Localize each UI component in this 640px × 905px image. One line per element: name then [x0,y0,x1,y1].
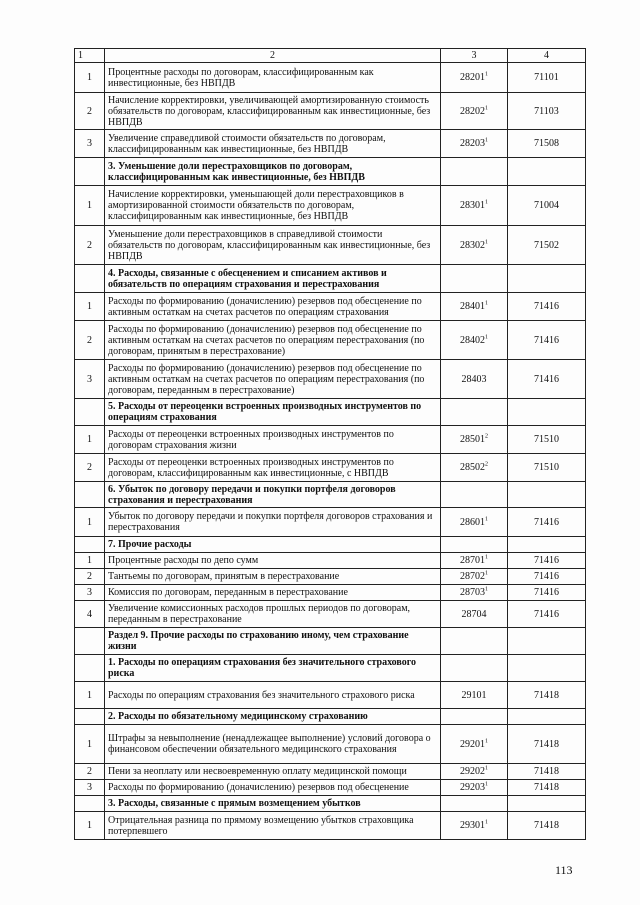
account-code [441,226,508,265]
row-number-text: 1 [87,72,92,83]
description-text: Расходы по операциям страхования без значительного страхового риска [108,689,415,701]
description-text: Тантьемы по договорам, принятым в перестрахование [108,571,340,582]
footnote-mark: 1 [485,239,488,246]
symbol-code-text: 71416 [534,373,559,385]
description-text: Увеличение комиссионных расходов прошлых периодов по договорам, переданным в перестрахование [108,603,411,625]
account-code-text: 28701 [460,555,485,566]
footnote-mark: 1 [485,819,488,826]
account-code [441,780,508,796]
account-code [441,812,508,840]
account-code-text: 29201 [460,738,485,750]
section-row [75,709,586,725]
symbol-code [508,537,586,553]
section-title [105,265,441,293]
table-row [75,63,586,93]
row-description [105,585,441,601]
symbol-code-text: 71416 [534,608,559,620]
row-description [105,812,441,840]
row-number-text: 1 [87,689,92,701]
description-text: Расходы по формированию (доначислению) резервов под обесценение по активным остаткам на счетах расчетов по операциям перестрахования (по договорам, переданным в перестрахование) [108,362,425,396]
symbol-code [508,780,586,796]
description-text: Начисление корректировки, уменьшающей доли перестраховщиков в амортизированной стоимости обязательств по договорам, классифицированным как инвестиционные, без НВПДВ [108,189,404,222]
table-row [75,682,586,709]
table-row [75,321,586,360]
table-row [75,601,586,628]
account-code-text: 28501 [460,434,485,445]
row-description [105,130,441,158]
footnote-mark: 1 [485,586,488,593]
row-number [75,508,105,537]
header-col-4: 4 [508,49,586,63]
row-number [75,709,105,725]
table-row [75,226,586,265]
account-code-text: 29203 [460,782,485,793]
footnote-mark: 1 [485,570,488,577]
section-row [75,265,586,293]
description-text: Расходы от переоценки встроенных производных инструментов по договорам, классифицированным как инвестиционные, с НВПДВ [108,456,394,479]
row-number-text: 3 [87,587,92,598]
account-code-text: 29301 [460,820,485,831]
header-col-2: 2 [105,49,441,63]
description-text: 3. Уменьшение доли перестраховщиков по договорам, классифицированным как инвестиционные, без НВПДВ [108,160,365,183]
table-row [75,426,586,454]
row-number-text: 1 [87,200,92,211]
section-row [75,399,586,426]
description-text: Процентные расходы по депо сумм [108,555,259,566]
symbol-code-text: 71510 [534,434,559,445]
account-code-text: 28703 [460,587,485,598]
symbol-code-text: 71416 [534,334,559,346]
row-number-text: 2 [87,766,92,777]
symbol-code [508,569,586,585]
row-number [75,226,105,265]
account-code [441,186,508,226]
account-code-text: 28704 [461,608,487,620]
account-code [441,537,508,553]
footnote-mark: 1 [485,334,488,341]
row-number-text: 2 [87,571,92,582]
section-row [75,628,586,655]
account-code-text: 28403 [461,373,487,385]
row-number-text: 1 [87,516,92,528]
account-code [441,426,508,454]
symbol-code [508,682,586,709]
table-row [75,812,586,840]
row-number [75,764,105,780]
account-code [441,553,508,569]
row-number [75,682,105,709]
symbol-code-text: 71004 [534,200,559,211]
footnote-mark: 1 [485,516,488,523]
description-text: 2. Расходы по обязательному медицинскому страхованию [108,711,368,722]
symbol-code [508,482,586,508]
row-number [75,482,105,508]
row-number-text: 3 [87,782,92,793]
row-number [75,63,105,93]
account-code [441,682,508,709]
header-col-1: 1 [75,49,105,63]
row-number [75,321,105,360]
row-description [105,601,441,628]
row-description [105,321,441,360]
row-number [75,360,105,399]
account-code [441,796,508,812]
account-code [441,709,508,725]
section-title [105,482,441,508]
row-number [75,569,105,585]
account-code [441,655,508,682]
table-row [75,508,586,537]
account-code-text: 28401 [460,301,485,312]
description-text: Расходы по формированию (доначислению) резервов под обесценение [108,782,409,793]
description-text: Убыток по договору передачи и покупки портфеля договоров страхования и перестрахования [108,511,433,533]
row-description [105,454,441,482]
description-text: Уменьшение доли перестраховщиков в справедливой стоимости обязательств по договорам, классифицированным как инвестиционные, без НВПДВ [108,228,431,262]
footnote-mark: 1 [485,199,488,206]
footnote-mark: 1 [485,71,488,78]
description-text: 4. Расходы, связанные с обесценением и списанием активов и обязательств по операциям страхования и перестрахования [108,267,387,290]
symbol-code [508,426,586,454]
symbol-code-text: 71418 [534,766,559,777]
account-code-text: 28601 [460,516,485,528]
description-text: Штрафы за невыполнение (ненадлежащее выполнение) условий договора о финансовом обеспечении обязательного медицинского страхования [108,733,431,755]
symbol-code [508,585,586,601]
row-number [75,601,105,628]
symbol-code [508,725,586,764]
account-code-text: 28502 [460,462,485,473]
description-text: 1. Расходы по операциям страхования без значительного страхового риска [108,657,417,679]
section-row [75,655,586,682]
symbol-code-text: 71502 [534,239,559,251]
symbol-code [508,508,586,537]
section-title [105,628,441,655]
account-code [441,158,508,186]
section-row [75,158,586,186]
section-row [75,796,586,812]
description-text: Пени за неоплату или несвоевременную оплату медицинской помощи [108,766,407,777]
symbol-code [508,454,586,482]
row-number [75,186,105,226]
symbol-code-text: 71508 [534,138,559,149]
row-number [75,537,105,553]
description-text: Расходы по формированию (доначислению) резервов под обесценение по активным остаткам на счетах расчетов по операциям перестрахования (по договорам, принятым в перестрахование) [108,323,425,357]
row-number [75,265,105,293]
footnote-mark: 1 [485,554,488,561]
row-number-text: 1 [87,738,92,750]
account-code-text: 28202 [460,105,485,117]
row-number [75,655,105,682]
section-row [75,537,586,553]
accounts-table [74,48,586,840]
account-code [441,601,508,628]
table-row [75,725,586,764]
account-code [441,399,508,426]
section-title [105,655,441,682]
row-description [105,63,441,93]
row-number [75,293,105,321]
row-number-text: 2 [87,334,92,346]
description-text: Комиссия по договорам, переданным в перестрахование [108,587,348,598]
table-row [75,130,586,158]
symbol-code-text: 71418 [534,689,559,701]
account-code [441,93,508,130]
table-row [75,764,586,780]
symbol-code [508,226,586,265]
account-code-text: 28203 [460,138,485,149]
description-text: Раздел 9. Прочие расходы по страхованию иному, чем страхование жизни [108,630,409,652]
footnote-mark: 1 [485,137,488,144]
symbol-code-text: 71418 [534,738,559,750]
row-number-text: 2 [87,239,92,251]
description-text: Расходы по формированию (доначислению) резервов под обесценение по активным остаткам на счетах расчетов по операциям страхования [108,295,422,318]
symbol-code [508,764,586,780]
account-code [441,63,508,93]
account-code [441,454,508,482]
row-number [75,780,105,796]
symbol-code-text: 71103 [534,105,559,117]
row-number-text: 4 [87,608,92,620]
footnote-mark: 1 [485,738,488,745]
row-description [105,426,441,454]
row-description [105,764,441,780]
row-number [75,399,105,426]
account-code [441,585,508,601]
symbol-code-text: 71510 [534,462,559,473]
row-description [105,553,441,569]
symbol-code-text: 71416 [534,516,559,528]
row-description [105,780,441,796]
symbol-code [508,186,586,226]
row-number [75,553,105,569]
account-code [441,725,508,764]
row-number [75,585,105,601]
section-title [105,709,441,725]
table-row [75,93,586,130]
symbol-code-text: 71418 [534,820,559,831]
row-number-text: 1 [87,820,92,831]
footnote-mark: 2 [485,461,488,468]
row-number [75,812,105,840]
footnote-mark: 1 [485,300,488,307]
row-number-text: 3 [87,373,92,385]
footnote-mark: 2 [485,433,488,440]
symbol-code-text: 71416 [534,301,559,312]
table-row [75,585,586,601]
table-row [75,293,586,321]
row-number [75,725,105,764]
symbol-code-text: 71418 [534,782,559,793]
symbol-code [508,360,586,399]
symbol-code [508,628,586,655]
symbol-code [508,265,586,293]
symbol-code [508,293,586,321]
symbol-code [508,812,586,840]
description-text: Отрицательная разница по прямому возмещению убытков страховщика потерпевшего [108,814,414,837]
row-description [105,508,441,537]
row-number [75,93,105,130]
table-header-row [75,49,586,63]
account-code [441,764,508,780]
account-code [441,265,508,293]
symbol-code-text: 71416 [534,587,559,598]
row-number [75,130,105,158]
row-number-text: 1 [87,555,92,566]
symbol-code [508,601,586,628]
account-code-text: 28302 [460,239,485,251]
symbol-code [508,321,586,360]
symbol-code-text: 71416 [534,571,559,582]
section-title [105,158,441,186]
description-text: 5. Расходы от переоценки встроенных производных инструментов по операциям страхования [108,401,422,423]
row-number-text: 1 [87,434,92,445]
account-code-text: 29101 [461,689,487,701]
table-row [75,780,586,796]
row-description [105,293,441,321]
row-number-text: 2 [87,105,92,117]
row-description [105,226,441,265]
account-code-text: 28201 [460,72,485,83]
row-number-text: 3 [87,138,92,149]
footnote-mark: 1 [485,765,488,772]
row-number [75,628,105,655]
row-description [105,93,441,130]
symbol-code [508,93,586,130]
account-code-text: 28301 [460,200,485,211]
row-description [105,360,441,399]
account-code [441,569,508,585]
row-number-text: 2 [87,462,92,473]
account-code [441,321,508,360]
table-row [75,186,586,226]
account-code [441,482,508,508]
symbol-code [508,655,586,682]
section-title [105,537,441,553]
account-code [441,293,508,321]
description-text: Увеличение справедливой стоимости обязательств по договорам, классифицированным как инвестиционные, без НВПДВ [108,132,386,155]
symbol-code-text: 71101 [534,72,559,83]
description-text: 6. Убыток по договору передачи и покупки портфеля договоров страхования и перестрахования [108,483,396,506]
description-text: 3. Расходы, связанные с прямым возмещением убытков [108,798,361,809]
account-code-text: 28402 [460,334,485,346]
table-row [75,360,586,399]
account-code [441,360,508,399]
description-text: Расходы от переоценки встроенных производных инструментов по договорам страхования жизни [108,428,394,451]
table-body [75,49,586,840]
table-row [75,553,586,569]
page-number: 113 [555,863,573,877]
symbol-code [508,796,586,812]
symbol-code [508,553,586,569]
header-col-3: 3 [441,49,508,63]
footnote-mark: 1 [485,781,488,788]
account-code [441,628,508,655]
symbol-code [508,709,586,725]
symbol-code-text: 71416 [534,555,559,566]
account-code [441,508,508,537]
row-description [105,682,441,709]
table-row [75,569,586,585]
section-row [75,482,586,508]
row-number [75,796,105,812]
row-description [105,569,441,585]
symbol-code [508,130,586,158]
symbol-code [508,399,586,426]
account-code-text: 29202 [460,766,485,777]
row-description [105,186,441,226]
account-code-text: 28702 [460,571,485,582]
description-text: Начисление корректировки, увеличивающей амортизированную стоимость обязательств по договорам, классифицированным как инвестиционные, без НВПДВ [108,94,431,128]
row-number-text: 1 [87,301,92,312]
row-number [75,454,105,482]
row-number [75,158,105,186]
section-title [105,399,441,426]
description-text: Процентные расходы по договорам, классифицированным как инвестиционные, без НВПДВ [108,66,374,89]
table-row [75,454,586,482]
account-code [441,130,508,158]
description-text: 7. Прочие расходы [108,539,192,550]
section-title [105,796,441,812]
symbol-code [508,63,586,93]
row-number [75,426,105,454]
footnote-mark: 1 [485,105,488,112]
symbol-code [508,158,586,186]
row-description [105,725,441,764]
